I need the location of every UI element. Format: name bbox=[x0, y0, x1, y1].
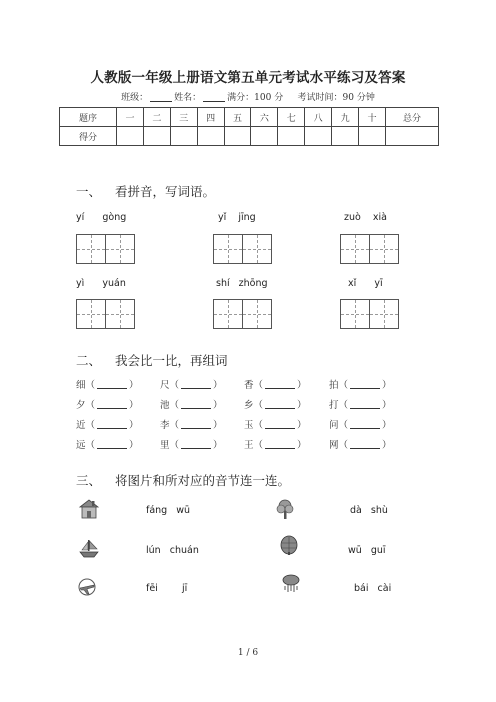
ship-icon[interactable] bbox=[78, 538, 100, 560]
turtle-icon[interactable] bbox=[278, 534, 300, 556]
writing-grid[interactable] bbox=[340, 234, 399, 264]
section-number: 二、 bbox=[76, 353, 102, 368]
score-header-cell: 六 bbox=[251, 108, 278, 127]
exam-info bbox=[0, 90, 496, 103]
class-label: 班级： bbox=[121, 93, 149, 103]
answer-blank[interactable] bbox=[97, 380, 127, 389]
syllable-label[interactable]: wū guī bbox=[348, 545, 386, 556]
score-cell[interactable] bbox=[251, 127, 278, 146]
syllable-label[interactable]: fēi jī bbox=[146, 583, 188, 594]
pinyin-label: yí gòng bbox=[76, 212, 127, 223]
house-icon[interactable] bbox=[78, 498, 100, 520]
answer-blank[interactable] bbox=[97, 420, 127, 429]
writing-grid[interactable] bbox=[213, 234, 272, 264]
answer-blank[interactable] bbox=[350, 440, 380, 449]
answer-blank[interactable] bbox=[350, 400, 380, 409]
answer-blank[interactable] bbox=[181, 420, 211, 429]
writing-grid[interactable] bbox=[76, 234, 135, 264]
cabbage-icon[interactable] bbox=[280, 572, 302, 594]
score-header-cell: 四 bbox=[197, 108, 224, 127]
section-number: 一、 bbox=[76, 184, 102, 199]
section-title: 将图片和所对应的音节连一连。 bbox=[115, 473, 291, 488]
answer-blank[interactable] bbox=[350, 420, 380, 429]
score-header-cell: 三 bbox=[170, 108, 197, 127]
word-item: 问（ ） bbox=[329, 420, 392, 431]
score-header-cell: 八 bbox=[305, 108, 332, 127]
score-value-row bbox=[60, 127, 439, 146]
score-table bbox=[59, 107, 439, 146]
answer-blank[interactable] bbox=[97, 440, 127, 449]
score-cell[interactable] bbox=[359, 127, 386, 146]
score-header-cell: 总分 bbox=[386, 108, 439, 127]
tree-icon[interactable] bbox=[274, 498, 296, 520]
airplane-icon[interactable] bbox=[76, 576, 98, 598]
word-item: 玉（ ） bbox=[244, 420, 307, 431]
score-label: 满分：100 分 bbox=[227, 93, 284, 103]
pinyin-label: zuò xià bbox=[344, 212, 387, 223]
word-item: 细（ ） bbox=[76, 380, 139, 391]
score-header-cell: 五 bbox=[224, 108, 251, 127]
name-blank bbox=[203, 92, 225, 102]
score-cell[interactable] bbox=[332, 127, 359, 146]
syllable-label[interactable]: dà shù bbox=[350, 505, 388, 516]
pinyin-label: xǐ yī bbox=[348, 278, 383, 289]
word-item: 王（ ） bbox=[244, 440, 307, 451]
section-title: 看拼音，写词语。 bbox=[115, 184, 216, 199]
answer-blank[interactable] bbox=[265, 380, 295, 389]
page-number: 1 / 6 bbox=[237, 648, 259, 658]
writing-grid[interactable] bbox=[76, 299, 135, 329]
word-item: 打（ ） bbox=[329, 400, 392, 411]
score-row-label: 得分 bbox=[60, 127, 117, 146]
score-header-row bbox=[60, 108, 439, 127]
score-cell[interactable] bbox=[305, 127, 332, 146]
word-item: 乡（ ） bbox=[244, 400, 307, 411]
score-header-cell: 二 bbox=[143, 108, 170, 127]
section-1-heading bbox=[76, 182, 215, 200]
word-item: 里（ ） bbox=[160, 440, 223, 451]
score-cell[interactable] bbox=[170, 127, 197, 146]
word-item: 拍（ ） bbox=[329, 380, 392, 391]
section-3-heading bbox=[76, 471, 290, 489]
word-item: 夕（ ） bbox=[76, 400, 139, 411]
word-item: 近（ ） bbox=[76, 420, 139, 431]
score-header-cell: 七 bbox=[278, 108, 305, 127]
score-cell[interactable] bbox=[386, 127, 439, 146]
score-cell[interactable] bbox=[278, 127, 305, 146]
word-item: 李（ ） bbox=[160, 420, 223, 431]
class-blank bbox=[150, 92, 172, 102]
score-header-cell: 题序 bbox=[60, 108, 117, 127]
section-2-heading bbox=[76, 351, 228, 369]
section-number: 三、 bbox=[76, 473, 102, 488]
score-cell[interactable] bbox=[224, 127, 251, 146]
answer-blank[interactable] bbox=[265, 400, 295, 409]
syllable-label[interactable]: lún chuán bbox=[146, 545, 199, 556]
pinyin-label: shí zhōng bbox=[216, 278, 268, 289]
word-item: 尺（ ） bbox=[160, 380, 223, 391]
syllable-label[interactable]: fáng wū bbox=[146, 505, 191, 516]
score-cell[interactable] bbox=[197, 127, 224, 146]
writing-grid[interactable] bbox=[213, 299, 272, 329]
section-title: 我会比一比，再组词 bbox=[115, 353, 228, 368]
answer-blank[interactable] bbox=[181, 380, 211, 389]
score-header-cell: 十 bbox=[359, 108, 386, 127]
answer-blank[interactable] bbox=[181, 400, 211, 409]
name-label: 姓名： bbox=[174, 93, 202, 103]
syllable-label[interactable]: bái cài bbox=[354, 583, 392, 594]
word-item: 网（ ） bbox=[329, 440, 392, 451]
word-item: 远（ ） bbox=[76, 440, 139, 451]
answer-blank[interactable] bbox=[265, 420, 295, 429]
time-label: 考试时间：90 分钟 bbox=[297, 93, 375, 103]
score-header-cell: 九 bbox=[332, 108, 359, 127]
pinyin-label: yǐ jīng bbox=[218, 212, 256, 223]
word-item: 池（ ） bbox=[160, 400, 223, 411]
score-cell[interactable] bbox=[117, 127, 144, 146]
answer-blank[interactable] bbox=[265, 440, 295, 449]
pinyin-label: yì yuán bbox=[76, 278, 126, 289]
answer-blank[interactable] bbox=[97, 400, 127, 409]
word-item: 香（ ） bbox=[244, 380, 307, 391]
answer-blank[interactable] bbox=[350, 380, 380, 389]
answer-blank[interactable] bbox=[181, 440, 211, 449]
score-cell[interactable] bbox=[143, 127, 170, 146]
score-header-cell: 一 bbox=[117, 108, 144, 127]
writing-grid[interactable] bbox=[340, 299, 399, 329]
page-title: 人教版一年级上册语文第五单元考试水平练习及答案 bbox=[90, 70, 406, 86]
